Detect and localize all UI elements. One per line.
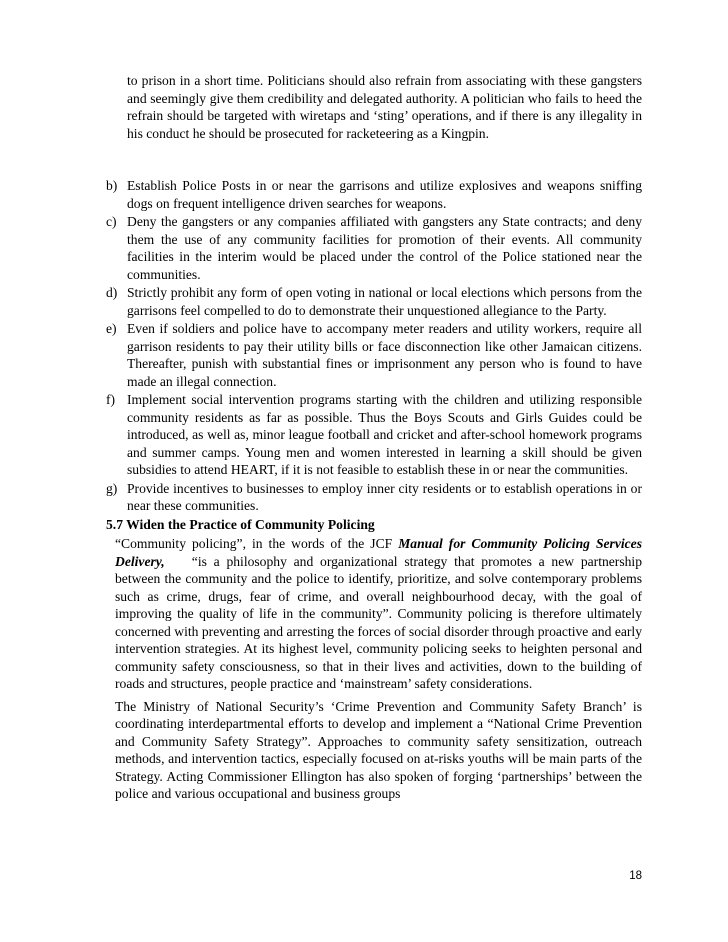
list-item (106, 213, 642, 283)
list-item (106, 480, 642, 515)
list-item-text: Deny the gangsters or any companies affiliated with gangsters any State contracts; and deny them the use of any community facilities for promotion of their events. All community facilities in the interim would be placed under the control of the Police stationed near the communities. (127, 214, 642, 282)
section-heading: 5.7 Widen the Practice of Community Policing (106, 516, 375, 532)
paragraph-text-rest: “is a philosophy and organizational strategy that promotes a new partnership between the community and the police to identify, prioritize, and solve contemporary problems such as crime, drugs, fear of crime, and overall neighbourhood decay, with the goal of improving the quality of life in the community”. Community policing is therefore ultimately concerned with preventing and arresting the forces of social disorder through proactive and early intervention strategies. At its highest level, community policing seeks to heighten personal and community safety consciousness, so that in their lives and activities, down to the building of roads and structures, people practice and ‘mainstream’ safety considerations. (115, 553, 646, 691)
paragraph-text-start: “Community policing”, in the words of the JCF (115, 536, 399, 551)
list-item (106, 284, 642, 319)
list-item-text: Even if soldiers and police have to accompany meter readers and utility workers, require all garrison residents to pay their utility bills or face disconnection like other Jamaican citizens. Thereafter, punish with substantial fines or imprisonment any person who is found to have made an illegal connection. (127, 321, 642, 389)
list-item-text: Implement social intervention programs starting with the children and utilizing responsible community residents as far as possible. Thus the Boys Scouts and Girls Guides could be introduced, as well as, minor league football and cricket and after-school homework programs and summer camps. Young men and women interested in learning a skill should be given subsidies to attend HEART, if it is not feasible to establish these in or near the communities. (127, 392, 642, 477)
list-item-label: g) (106, 480, 118, 496)
list-item (106, 391, 642, 479)
paragraph-community-policing (106, 535, 646, 693)
list-item (106, 320, 642, 390)
paragraph-ministry: The Ministry of National Security’s ‘Crime Prevention and Community Safety Branch’ is coordinating interdepartmental efforts to develop and implement a “National Crime Prevention and Community Safety Strategy”. Approaches to community safety sensitization, outreach methods, and intervention tactics, especially focused on at-risks youths will be main parts of the Strategy. Acting Commissioner Ellington has also spoken of forging ‘partnerships’ between the police and various occupational and business groups (115, 698, 642, 801)
list-item-label: f) (106, 392, 116, 407)
list-item-text: Establish Police Posts in or near the garrisons and utilize explosives and weapons sniffing dogs on frequent intelligence driven searches for weapons. (127, 178, 642, 211)
list-item-label: d) (106, 285, 118, 300)
list-item-label: b) (106, 178, 118, 193)
manual-title: Manual for Community Policing Services Delivery, (115, 536, 642, 569)
page-number: 18 (629, 870, 642, 882)
list-item (106, 177, 642, 212)
list-item-label: c) (106, 214, 117, 229)
list-item-label: e) (106, 321, 117, 336)
list-item-text: Strictly prohibit any form of open voting in national or local elections which persons from the garrisons feel compelled to do to demonstrate their unquestioned allegiance to the Party. (127, 285, 642, 318)
list-item-continuation: to prison in a short time. Politicians should also refrain from associating with these gangsters and seemingly give them credibility and delegated authority. A politician who fails to heed the refrain should be targeted with wiretaps and ‘sting’ operations, and if there is any illegality in his conduct he should be prosecuted for racketeering as a Kingpin. (127, 73, 642, 141)
recommendations-list (106, 177, 646, 803)
list-item-text: Provide incentives to businesses to employ inner city residents or to establish operations in or near these communities. (127, 480, 642, 513)
